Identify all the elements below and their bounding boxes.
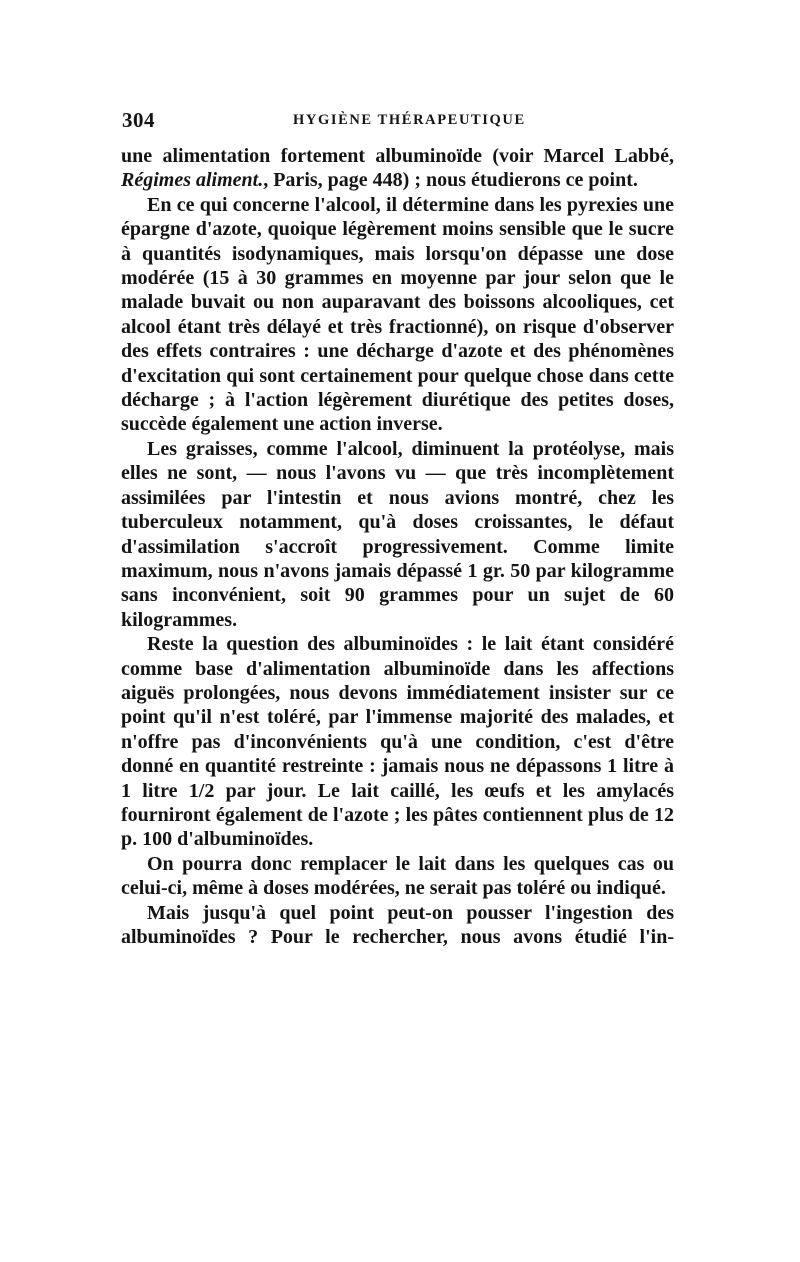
paragraph-graisses: Les graisses, comme l'alcool, diminuent la protéolyse, mais elles ne sont, — nous l'avons vu — que très incomplètement assimilées par l'intestin et nous avions montré, chez les tuberculeux notamment, qu'à doses croissantes, le défaut d'assimilation s'accroît progressivement. Comme limite maximum, nous n'avons jamais dépassé 1 gr. 50 par kilogramme sans inconvénient, soit 90 grammes pour un sujet de 60 kilogrammes.	[121, 437, 674, 631]
paragraph-albuminoides: Reste la question des albuminoïdes : le lait étant considéré comme base d'alimentation albuminoïde dans les affections aiguës prolongées, nous devons immédiatement insister sur ce point qu'il n'est toléré, par l'immense majorité des malades, et n'offre pas d'inconvénients qu'à une condition, c'est d'être donné en quantité restreinte : jamais nous ne dépassons 1 litre à 1 litre 1/2 par jour. Le lait caillé, les œufs et les amylacés fourniront également de l'azote ; les pâtes contiennent plus de 12 p. 100 d'albuminoïdes.	[121, 633, 674, 851]
paragraph-1-text-a: une alimentation fortement albuminoïde (voir Marcel Labbé,	[121, 145, 674, 167]
page-number: 304	[122, 108, 155, 132]
paragraph-alcool: En ce qui concerne l'alcool, il détermine dans les pyrexies une épargne d'azote, quoique légèrement moins sensible que le sucre à quantités isodynamiques, mais lorsqu'on dépasse une dose modérée (15 à 30 grammes en moyenne par jour selon que le malade buvait ou non auparavant des boissons alcooliques, cet alcool étant très délayé et très fractionné), on risque d'observer des effets contraires : une décharge d'azote et des phénomènes d'excitation qui sont certainement pour quelque chose dans cette décharge ; à l'action légèrement diurétique des petites doses, succède également une action inverse.	[121, 193, 674, 436]
paragraph-lait: On pourra donc remplacer le lait dans les quelques cas ou celui-ci, même à doses modérées, ne serait pas toléré ou indiqué.	[121, 852, 674, 900]
running-title: HYGIÈNE THÉRAPEUTIQUE	[293, 112, 526, 128]
paragraph-1-text-b: , Paris, page 448) ; nous étudierons ce point.	[263, 169, 638, 192]
citation-title: Régimes aliment.	[121, 169, 264, 192]
book-page	[121, 108, 674, 949]
paragraph-1	[121, 144, 674, 193]
paragraph-ingestion: Mais jusqu'à quel point peut-on pousser l'ingestion des albuminoïdes ? Pour le rechercher, nous avons étudié l'in-	[121, 901, 674, 948]
body-text	[121, 144, 674, 949]
running-head	[121, 108, 674, 144]
